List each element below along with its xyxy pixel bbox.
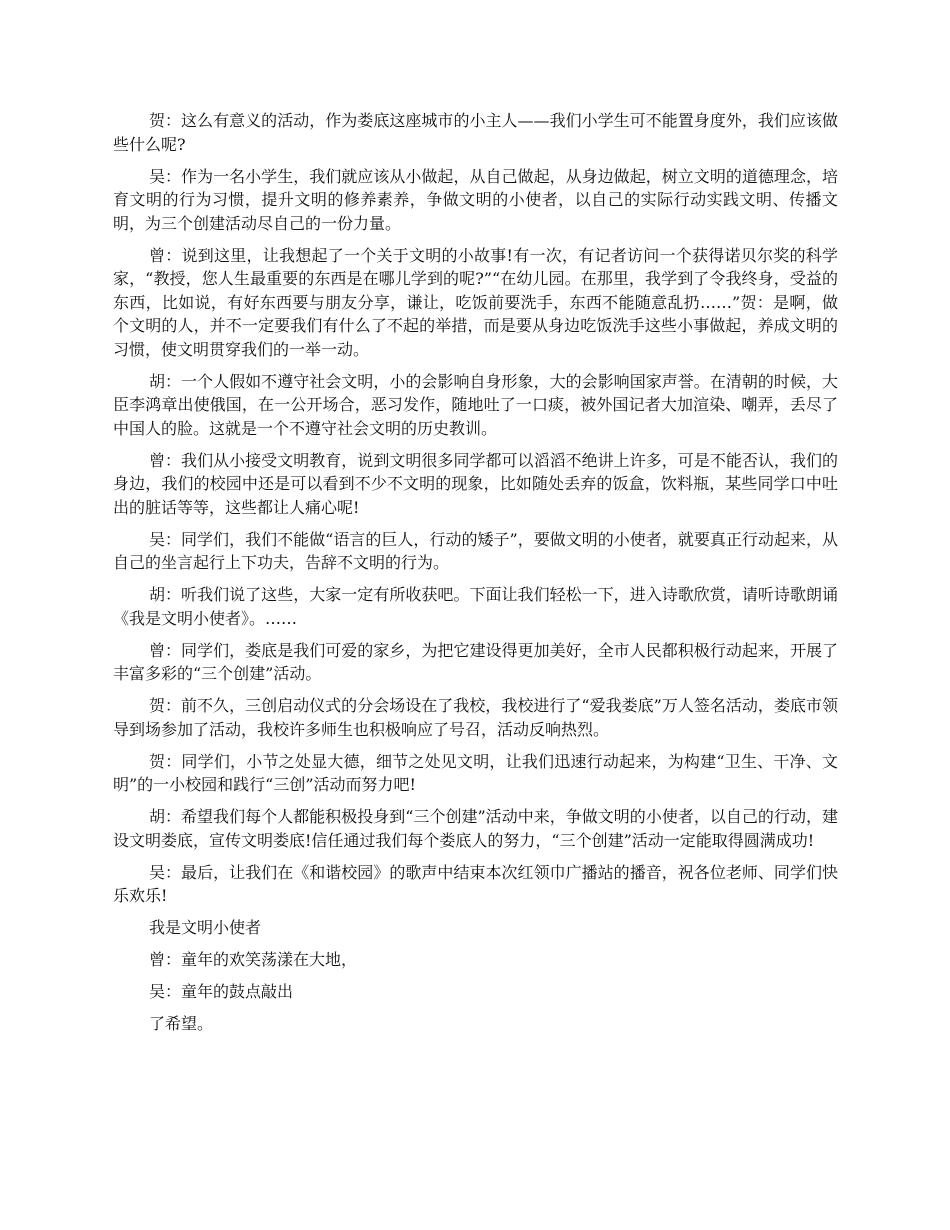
paragraph: 吴：作为一名小学生，我们就应该从小做起，从自己做起，从身边做起，树立文明的道德理念，培育文明的行为习惯，提升文明的修养素养，争做文明的小使者，以自己的实际行动实践文明、传播文明，为三个创建活动尽自己的一份力量。	[113, 166, 838, 233]
poem-line: 了希望。	[149, 1014, 214, 1033]
paragraph: 胡：一个人假如不遵守社会文明，小的会影响自身形象，大的会影响国家声誉。在清朝的时候，大臣李鸿章出使俄国，在一公开场合，恶习发作，随地吐了一口痰，被外国记者大加渲染、嘲弄，丢尽了中国人的脸。这就是一个不遵守社会文明的历史教训。	[113, 371, 838, 438]
paragraph: 贺：这么有意义的活动，作为娄底这座城市的小主人——我们小学生可不能置身度外，我们应该做些什么呢?	[113, 111, 838, 154]
poem-line: 吴：童年的鼓点敲出	[149, 982, 294, 1001]
paragraph: 胡：听我们说了这些，大家一定有所收获吧。下面让我们轻松一下，进入诗歌欣赏，请听诗歌朗诵《我是文明小使者》。……	[113, 585, 838, 628]
paragraph: 曾：同学们，娄底是我们可爱的家乡，为把它建设得更加美好，全市人民都积极行动起来，开展了丰富多彩的“三个创建”活动。	[113, 640, 838, 683]
poem-title: 我是文明小使者	[149, 918, 262, 937]
poem-line: 曾：童年的欢笑荡漾在大地，	[149, 950, 358, 969]
paragraph: 曾：我们从小接受文明教育，说到文明很多同学都可以滔滔不绝讲上许多，可是不能否认，我们的身边，我们的校园中还是可以看到不少不文明的现象，比如随处丢弃的饭盒，饮料瓶，某些同学口中吐出的脏话等等，这些都让人痛心呢!	[113, 450, 838, 517]
paragraph: 贺：前不久，三创启动仪式的分会场设在了我校，我校进行了“爱我娄底”万人签名活动，娄底市领导到场参加了活动，我校许多师生也积极响应了号召，活动反响热烈。	[113, 696, 838, 739]
document-body	[113, 109, 838, 1044]
paragraph: 吴：同学们，我们不能做“语言的巨人，行动的矮子”，要做文明的小使者，就要真正行动起来，从自己的坐言起行上下功夫，告辞不文明的行为。	[113, 529, 838, 572]
paragraph: 贺：同学们，小节之处显大德，细节之处见文明，让我们迅速行动起来，为构建“卫生、干净、文明”的一小校园和践行“三创”活动而努力吧!	[113, 751, 838, 794]
paragraph: 胡：希望我们每个人都能积极投身到“三个创建”活动中来，争做文明的小使者，以自己的行动，建设文明娄底，宣传文明娄底!信任通过我们每个娄底人的努力，“三个创建”活动一定能取得圆满成功!	[113, 807, 838, 850]
paragraph: 曾：说到这里，让我想起了一个关于文明的小故事!有一次，有记者访问一个获得诺贝尔奖的科学家，“教授，您人生最重要的东西是在哪儿学到的呢?”“在幼儿园。在那里，我学到了令我终身，受益的东西，比如说，有好东西要与朋友分享，谦让，吃饭前要洗手，东西不能随意乱扔……”贺：是啊，做个文明的人，并不一定要我们有什么了不起的举措，而是要从身边吃饭洗手这些小事做起，养成文明的习惯，使文明贯穿我们的一举一动。	[113, 245, 838, 359]
paragraph: 吴：最后，让我们在《和谐校园》的歌声中结束本次红领巾广播站的播音，祝各位老师、同学们快乐欢乐!	[113, 862, 838, 905]
